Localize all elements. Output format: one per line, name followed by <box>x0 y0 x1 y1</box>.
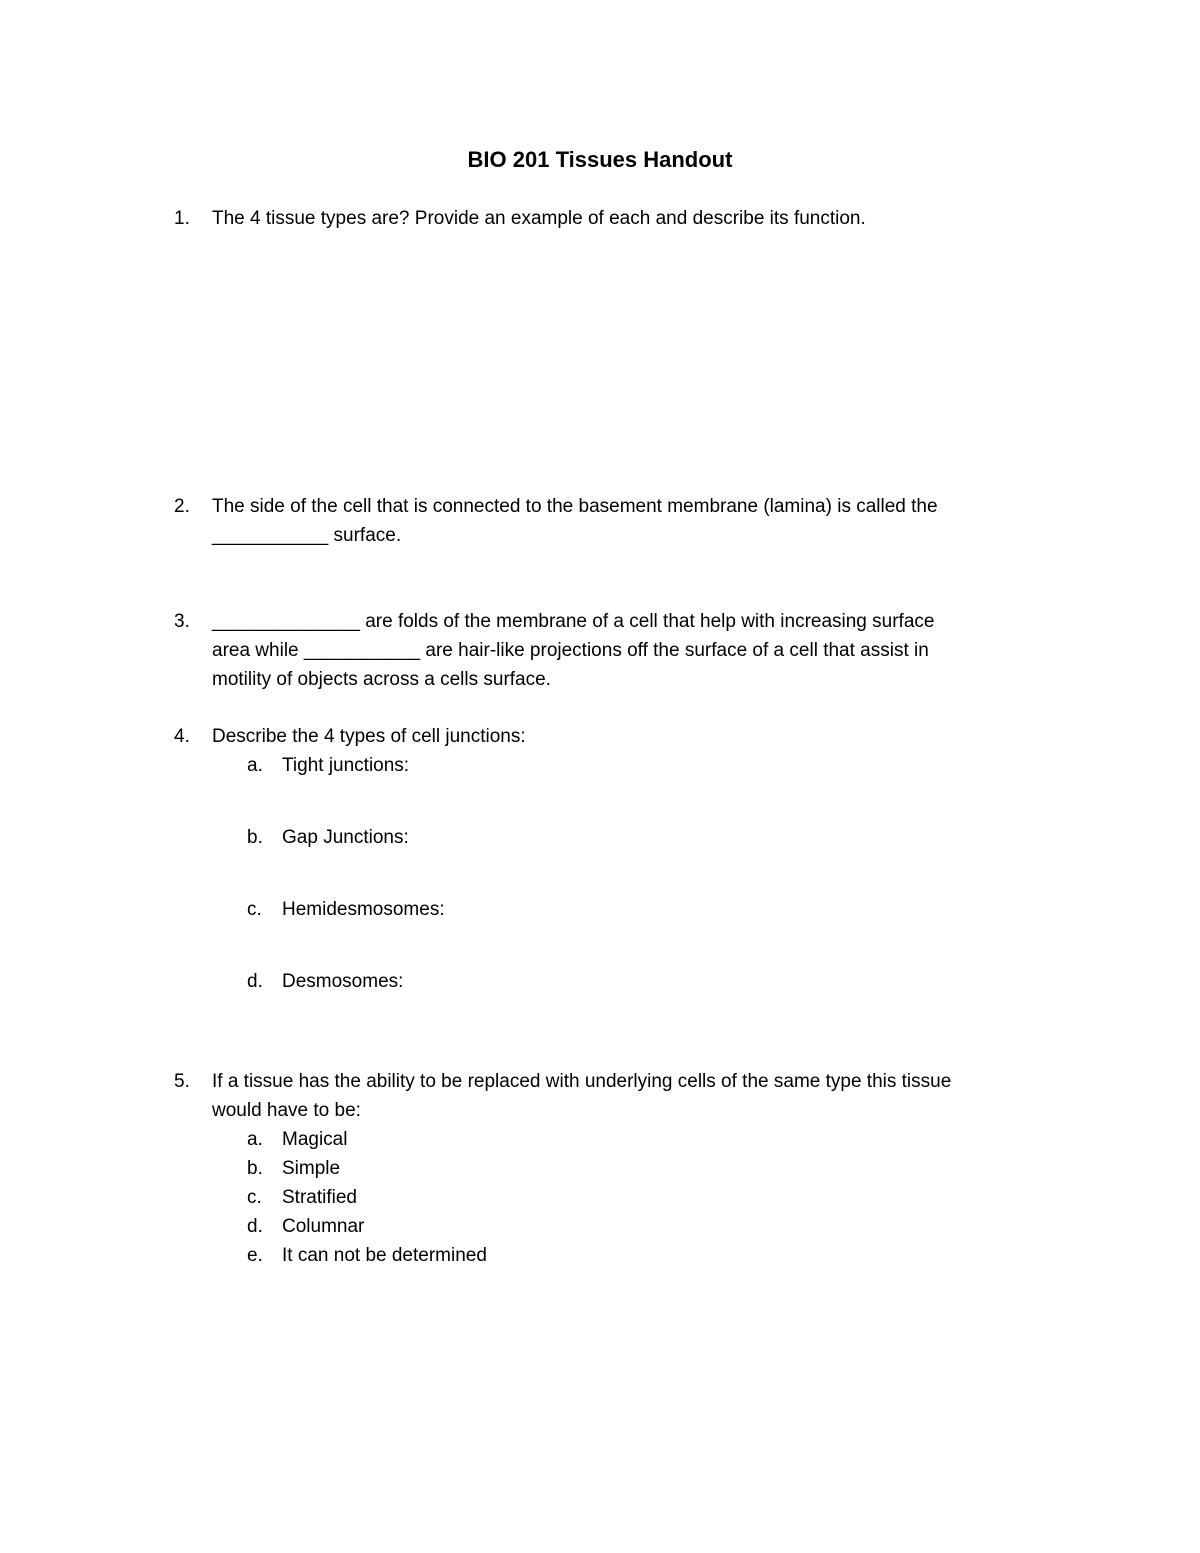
item-label: Desmosomes: <box>282 971 404 992</box>
option-label: Columnar <box>282 1216 365 1237</box>
question-3 <box>174 607 1074 694</box>
question-number: 2. <box>174 496 190 517</box>
question-number: 5. <box>174 1071 190 1092</box>
junction-item <box>247 751 1074 780</box>
question-text-line: ______________ are folds of the membrane of a cell that help with increasing surface <box>212 611 935 632</box>
option-label: It can not be determined <box>282 1245 487 1266</box>
junction-item <box>247 895 1074 924</box>
answer-option <box>247 1183 1074 1212</box>
question-5 <box>174 1067 1074 1270</box>
item-letter: c. <box>247 899 262 920</box>
option-label: Simple <box>282 1158 341 1179</box>
question-text-line: If a tissue has the ability to be replaced with underlying cells of the same type this tissue <box>212 1071 952 1092</box>
question-text-line: ___________ surface. <box>212 525 402 546</box>
option-label: Stratified <box>282 1187 357 1208</box>
option-letter: d. <box>247 1216 263 1237</box>
item-label: Hemidesmosomes: <box>282 899 445 920</box>
answer-option <box>247 1241 1074 1270</box>
option-letter: e. <box>247 1245 263 1266</box>
question-text-line: The side of the cell that is connected to the basement membrane (lamina) is called the <box>212 496 938 517</box>
option-letter: a. <box>247 1129 263 1150</box>
question-number: 4. <box>174 726 190 747</box>
item-label: Tight junctions: <box>282 755 410 776</box>
item-letter: a. <box>247 755 263 776</box>
question-text: Describe the 4 types of cell junctions: <box>212 726 526 747</box>
answer-option <box>247 1125 1074 1154</box>
question-text-line: motility of objects across a cells surface. <box>212 669 551 690</box>
item-letter: b. <box>247 827 263 848</box>
question-number: 3. <box>174 611 190 632</box>
question-text: The 4 tissue types are? Provide an example of each and describe its function. <box>212 208 866 229</box>
page-title: BIO 201 Tissues Handout <box>467 147 733 172</box>
option-letter: b. <box>247 1158 263 1179</box>
answer-option <box>247 1212 1074 1241</box>
question-text-line: would have to be: <box>212 1100 361 1121</box>
answer-option <box>247 1154 1074 1183</box>
question-4 <box>174 722 1074 996</box>
question-number: 1. <box>174 208 190 229</box>
item-label: Gap Junctions: <box>282 827 409 848</box>
option-letter: c. <box>247 1187 262 1208</box>
question-2 <box>174 492 1074 550</box>
junction-item <box>247 967 1074 996</box>
question-text-line: area while ___________ are hair-like projections off the surface of a cell that assist in <box>212 640 929 661</box>
option-label: Magical <box>282 1129 348 1150</box>
item-letter: d. <box>247 971 263 992</box>
question-1 <box>174 204 1074 233</box>
junction-item <box>247 823 1074 852</box>
